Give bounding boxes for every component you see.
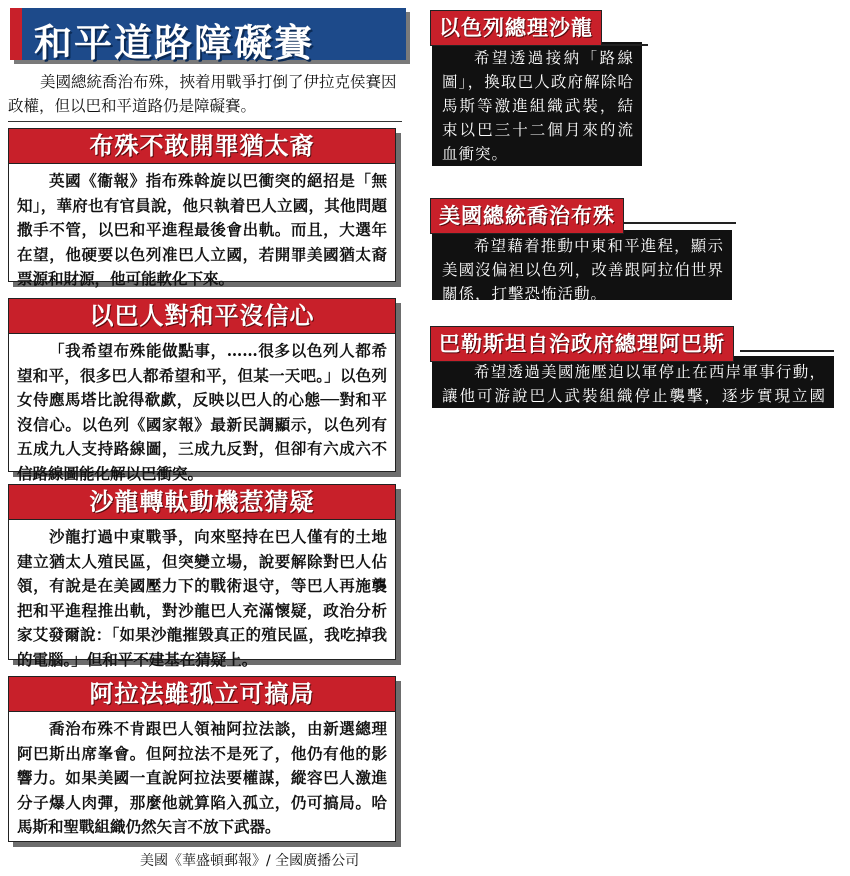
section-arafat-body: 喬治布殊不肯跟巴人領袖阿拉法談，由新選總理阿巴斯出席峯會。但阿拉法不是死了，他仍有他的影響力。如果美國一直說阿拉法要權謀，縱容巴人激進分子爆人肉彈，那麼他就算陷入孤立，仍可搞局。哈馬斯和聖戰組織仍然矢言不放下武器。 — [17, 719, 387, 836]
section-sharon-box — [8, 484, 396, 669]
intro-divider — [8, 121, 402, 122]
section-sharon-heading: 沙龍轉軚動機惹猜疑 — [9, 485, 395, 520]
right-abbas-body: 希望透過美國施壓迫以軍停止在西岸軍事行動，讓他可游說巴人武裝組織停止襲擊，逐步實現立國夢。 — [432, 356, 834, 408]
section-bush-box — [8, 128, 396, 288]
intro-paragraph: 美國總統喬治布殊，挾着用戰爭打倒了伊拉克侯賽因政權，但以巴和平道路仍是障礙賽。 — [8, 73, 397, 115]
section-confidence-body: 「我希望布殊能做點事，……很多以色列人都希望和平，很多巴人都希望和平，但某一天吧。」以色列女侍應馬塔比說得欷歔，反映以巴人的心態──對和平沒信心。以色列《國家報》最新民調顯示，以色列有五成九人支持路線圖，三成九反對，但卻有六成六不信路線圖能化解以巴衝突。 — [17, 341, 387, 483]
section-arafat-box — [8, 676, 396, 842]
source-credit: 美國《華盛頓郵報》/ 全國廣播公司 — [140, 853, 360, 869]
section-arafat-heading: 阿拉法雖孤立可搞局 — [9, 677, 395, 712]
section-bush-body: 英國《衞報》指布殊斡旋以巴衝突的絕招是「無知」，華府也有官員說，他只執着巴人立國，其他問題撒手不管，以巴和平進程最後會出軌。而且，大選年在望，他硬要以色列准巴人立國，若開罪美國猶太裔票源和財源，他可能軟化下來。 — [17, 171, 387, 288]
main-title-banner — [10, 8, 406, 65]
right-abbas-heading: 巴勒斯坦自治政府總理阿巴斯 — [430, 326, 734, 362]
right-abbas-line — [740, 350, 834, 352]
section-bush-heading: 布殊不敢開罪猶太裔 — [9, 129, 395, 164]
right-bush-body: 希望藉着推動中東和平進程，顯示美國沒偏袒以色列，改善跟阿拉伯世界關係，打擊恐怖活動。 — [432, 230, 732, 300]
right-sharon-body: 希望透過接納「路線圖」，換取巴人政府解除哈馬斯等激進組織武裝，結束以巴三十二個月來的流血衝突。 — [432, 42, 642, 166]
right-sharon-heading: 以色列總理沙龍 — [430, 10, 602, 46]
title-accent-bar — [10, 8, 22, 60]
right-bush-heading: 美國總統喬治布殊 — [430, 198, 624, 234]
page-title: 和平道路障礙賽 — [34, 21, 315, 65]
section-confidence-box — [8, 298, 396, 483]
section-sharon-body: 沙龍打過中東戰爭，向來堅持在巴人僅有的土地建立猶太人殖民區，但突變立場，說要解除對巴人佔領，有說是在美國壓力下的戰術退守，等巴人再施襲把和平進程推出軌，對沙龍巴人充滿懷疑，政治分析家艾發爾說：「如果沙龍摧毀真正的殖民區，我吃掉我的電腦。」但和平不建基在猜疑上。 — [17, 527, 387, 669]
right-sharon-line — [600, 44, 648, 46]
section-confidence-heading: 以巴人對和平沒信心 — [9, 299, 395, 334]
